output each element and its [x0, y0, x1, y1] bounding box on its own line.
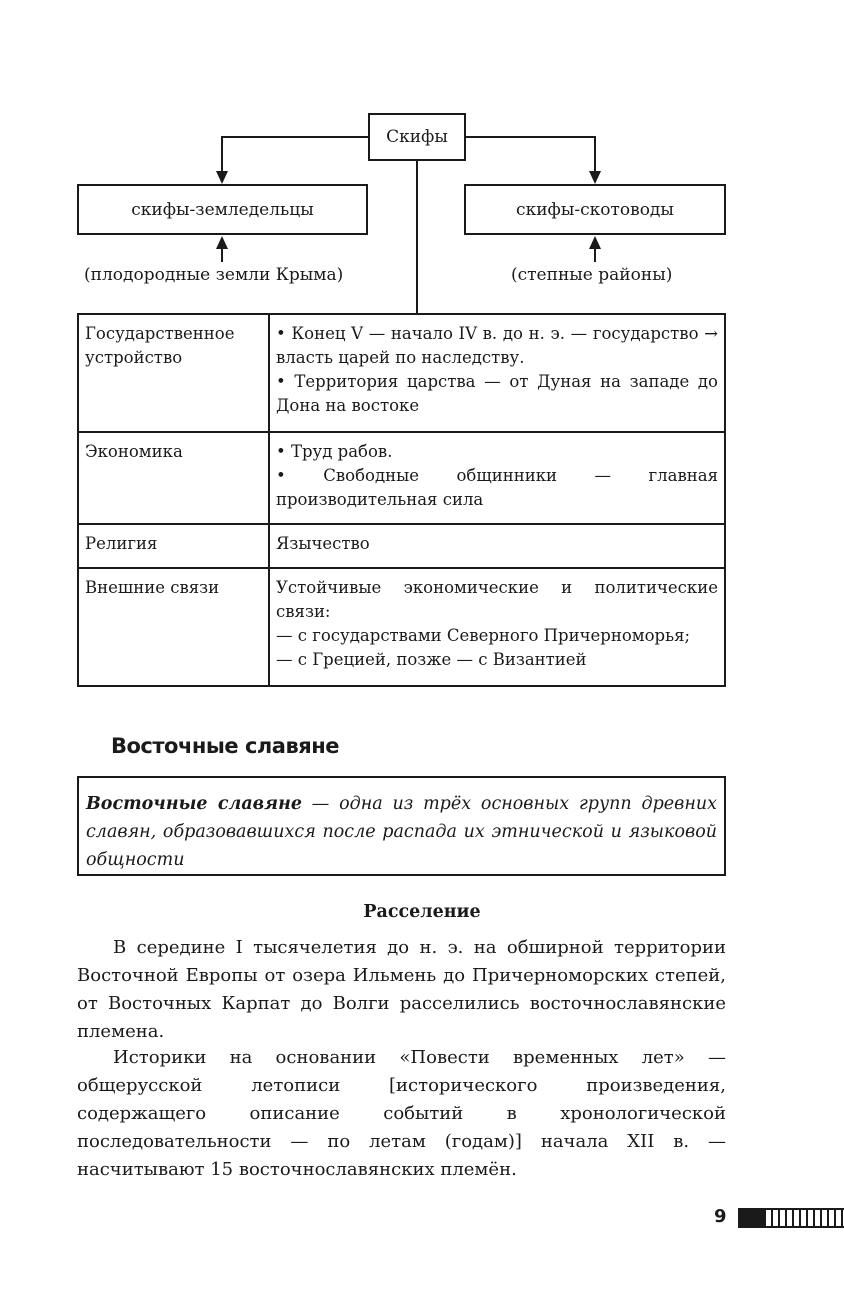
- diagram-right-label: скифы-скотоводы: [516, 199, 674, 220]
- row-label: Экономика: [78, 432, 269, 524]
- diagram-root-label: Скифы: [386, 127, 448, 147]
- row-item: • Труд рабов.: [276, 442, 393, 461]
- diagram-root-box: [368, 113, 466, 161]
- paragraph-1: В середине I тысячелетия до н. э. на обширной территории Восточной Европы от озера Ильмень до Причерноморских степей, от Восточных Карпат до Волги расселились восточнославянские племена.: [77, 937, 726, 1042]
- table-row: [78, 314, 725, 432]
- scythians-table: [77, 313, 726, 687]
- definition-box: [77, 776, 726, 876]
- row-label: Религия: [78, 524, 269, 568]
- row-item: — с Грецией, позже — с Византией: [276, 650, 587, 669]
- diagram-left-label: скифы-земледельцы: [131, 199, 314, 220]
- diagram-left-note: (плодородные земли Крыма): [84, 265, 344, 285]
- row-item: • Свободные общинники — главная производительная сила: [276, 466, 718, 509]
- subheading: Расселение: [363, 902, 481, 922]
- row-content: [269, 314, 725, 432]
- arrow-to-farmers: [222, 137, 369, 182]
- row-label: Внешние связи: [78, 568, 269, 686]
- diagram-right-box: [464, 184, 726, 235]
- row-label: Государственное устройство: [78, 314, 269, 432]
- diagram-right-note: (степные районы): [511, 265, 673, 285]
- row-item: Язычество: [276, 534, 370, 553]
- page-edge-decoration: [738, 1208, 844, 1228]
- row-item: — с государствами Северного Причерноморья;: [276, 626, 691, 645]
- table-row: [78, 432, 725, 524]
- row-content: [269, 568, 725, 686]
- definition-term: Восточные славяне: [86, 794, 302, 814]
- row-content: [269, 432, 725, 524]
- page-number: 9: [714, 1206, 727, 1227]
- row-item: • Территория царства — от Дуная на западе до Дона на востоке: [276, 372, 718, 415]
- diagram-left-box: [77, 184, 368, 235]
- row-item: Устойчивые экономические и политические связи:: [276, 578, 718, 621]
- table-row: [78, 568, 725, 686]
- row-content: [269, 524, 725, 568]
- table-row: [78, 524, 725, 568]
- row-item: • Конец V — начало IV в. до н. э. — государство → власть царей по наследству.: [276, 324, 718, 367]
- section-heading: Восточные славяне: [111, 734, 339, 758]
- paragraph-2: Историки на основании «Повести временных лет» — общерусской летописи [исторического произведения, содержащего описание событий в хронологической последовательности — по летам (годам)] начала XII в. — насчитывают 15 восточнославянских племён.: [77, 1047, 726, 1180]
- arrow-to-herders: [465, 137, 595, 182]
- definition-text: — одна из трёх основных групп древних славян, образовавшихся после распада их этнической и языковой общности: [86, 794, 717, 870]
